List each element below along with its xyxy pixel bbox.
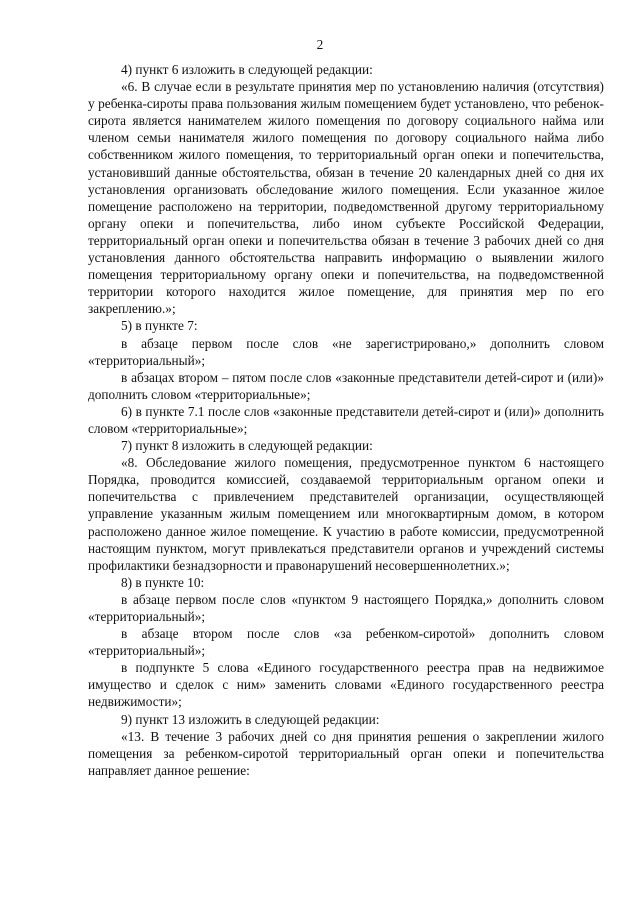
item-7-heading: 7) пункт 8 изложить в следующей редакции:	[121, 438, 373, 454]
item-8-heading: 8) в пункте 10:	[121, 574, 205, 590]
item-6-text: 6) в пункте 7.1 после слов «законные представители детей-сирот и (или)» дополнить словом «территориальные»;	[88, 403, 604, 436]
item-5-second-fifth-paragraphs: в абзацах втором – пятом после слов «законные представители детей-сирот и (или)» дополнить словом «территориальные»;	[88, 369, 604, 402]
document-body	[88, 61, 604, 779]
page-number: 2	[316, 37, 324, 52]
item-5-heading: 5) в пункте 7:	[121, 318, 198, 334]
item-8-first-paragraph: в абзаце первом после слов «пунктом 9 настоящего Порядка,» дополнить словом «территориальный»;	[88, 591, 604, 624]
item-4-heading: 4) пункт 6 изложить в следующей редакции:	[121, 62, 373, 77]
clause-8-text: «8. Обследование жилого помещения, предусмотренное пунктом 6 настоящего Порядка, проводится комиссией, создаваемой территориальным органом опеки и попечительства с привлечением представителей организации, осуществляющей управление указанным жилым помещением или многоквартирным домом, в котором расположено данное жилое помещение. К участию в работе комиссии, предусмотренной настоящим пунктом, могут привлекаться представители органов и учреждений системы профилактики безнадзорности и правонарушений несовершеннолетних.»;	[88, 455, 604, 573]
clause-13-text: «13. В течение 3 рабочих дней со дня принятия решения о закреплении жилого помещения за ребенком-сиротой территориальный орган опеки и попечительства направляет данное решение:	[88, 728, 604, 778]
item-9-heading: 9) пункт 13 изложить в следующей редакции:	[121, 711, 380, 727]
item-8-second-paragraph: в абзаце втором после слов «за ребенком-сиротой» дополнить словом «территориальный»;	[88, 626, 604, 659]
clause-6-text: «6. В случае если в результате принятия мер по установлению наличия (отсутствия) у ребенка-сироты права пользования жилым помещением будет установлено, что ребенок-сирота является нанимателем жилого помещения по договору социального найма или членом семьи нанимателя жилого помещения по договору социального найма либо собственником жилого помещения, то территориальный орган опеки и попечительства, установивший данные обстоятельства, обязан в течение 20 календарных дней со дня их установления организовать обследование жилого помещения. Если указанное жилое помещение расположено на территории, подведомственной другому территориальному органу опеки и попечительства, либо ином субъекте Российской Федерации, территориальный орган опеки и попечительства обязан в течение 3 рабочих дней со дня установления данного обстоятельства направить информацию о выявлении жилого помещения территориальному органу опеки и попечительства, на подведомственной территории которого находится жилое помещение, для принятия мер по его закреплению.»;	[88, 79, 604, 317]
item-8-subitem-5: в подпункте 5 слова «Единого государственного реестра прав на недвижимое имущество и сделок с ним» заменить словами «Единого государственного реестра недвижимости»;	[88, 660, 604, 710]
item-5-first-paragraph: в абзаце первом после слов «не зарегистрировано,» дополнить словом «территориальный»;	[88, 335, 604, 368]
